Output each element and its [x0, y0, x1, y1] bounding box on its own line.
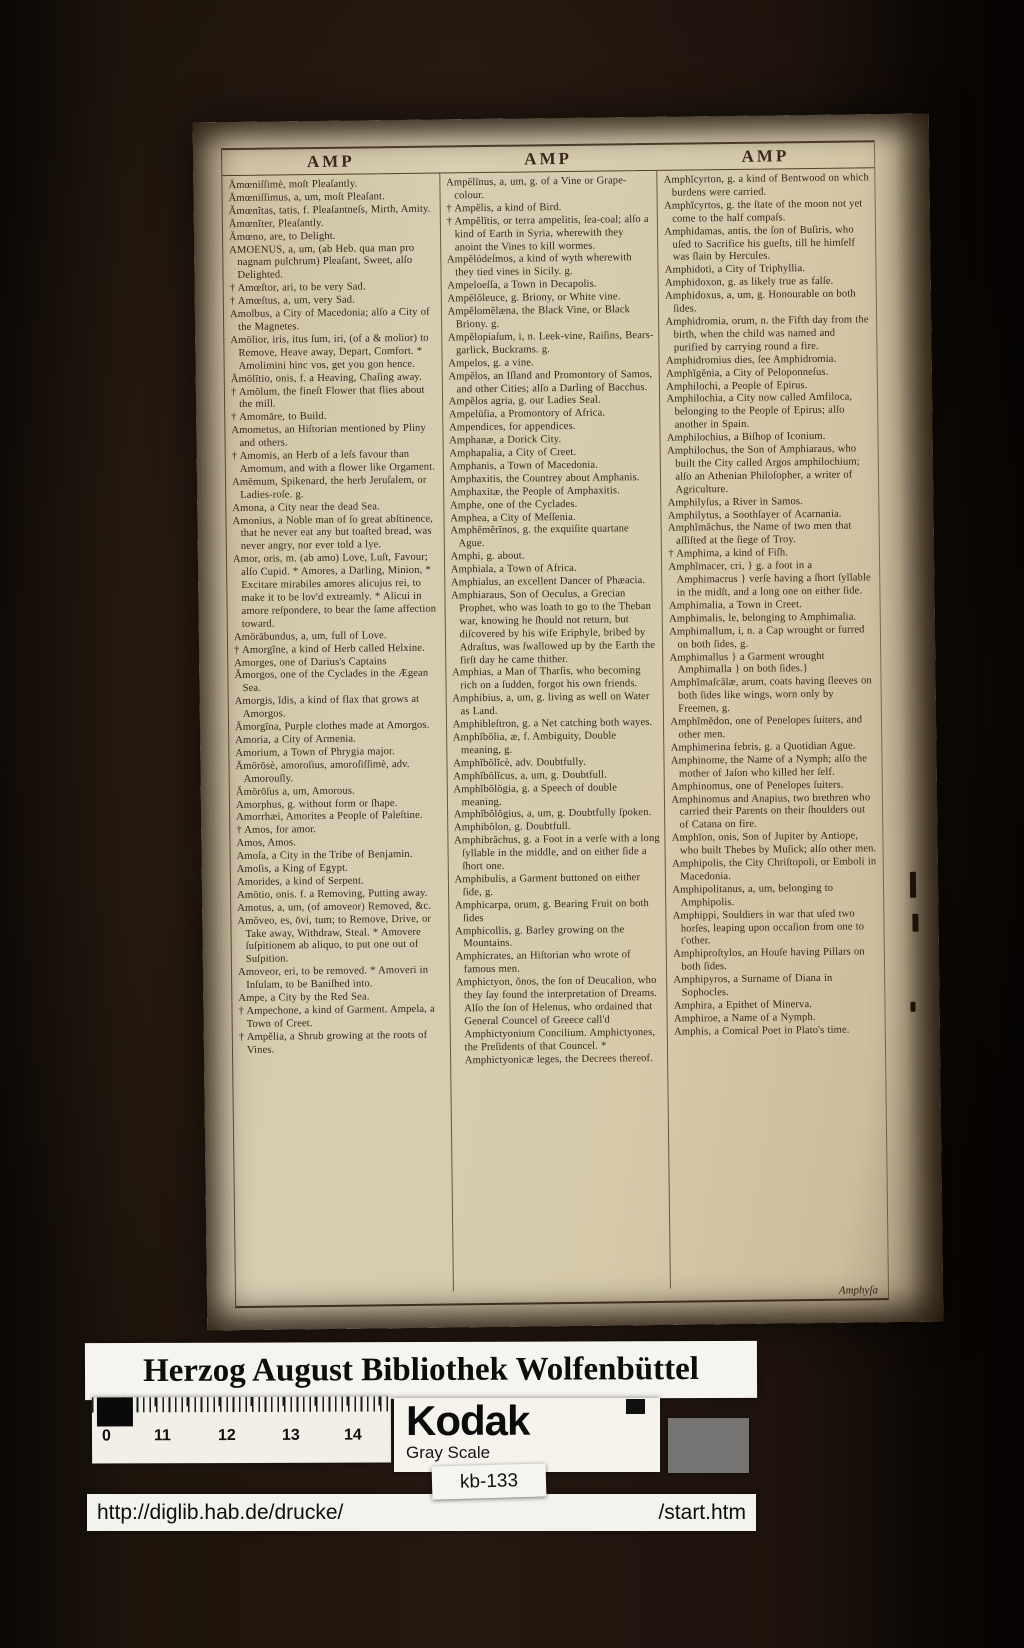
- url-left: http://diglib.hab.de/drucke/: [97, 1500, 344, 1524]
- dictionary-entry: Amphimerina febris, g. a Quotidian Ague.: [670, 740, 856, 754]
- dictionary-entry: Amphidoxus, a, um, g. Honourable on both ſides.: [665, 288, 856, 315]
- dictionary-entry: Amphialus, an excellent Dancer of Phæacia.: [450, 575, 646, 589]
- dictionary-entry: Ampĕlīnus, a, um, g. of a Vine or Grape-colour.: [446, 175, 627, 202]
- dictionary-entry: Amotus, a, um, (of amoveor) Removed, &c.: [237, 900, 432, 914]
- dictionary-entry: AMOENUS, a, um, (ab Heb. qua man pro nagnam pulchrum) Pleaſant, Sweet, alſo Delighted.: [229, 242, 415, 282]
- url-right: /start.htm: [658, 1500, 746, 1524]
- dictionary-entry: Āmœniſſimus, a, um, moſt Pleaſant.: [228, 191, 385, 205]
- ruler-major-ticks: [92, 1396, 391, 1406]
- dictionary-entry: Amphīon, onis, Son of Jupiter by Antiope, who built Thebes by Muſick; alſo other men.: [671, 830, 877, 857]
- dictionary-entry: † Amomis, an Herb of a leſs favour than Amomum, and with a flower like Orgament.: [231, 448, 436, 475]
- dictionary-entry: Amphidromius dies, ſee Amphidromia.: [665, 353, 837, 367]
- dictionary-entry: Ămœno, are, to Delight.: [228, 230, 336, 243]
- dictionary-entry: Amos, Amos.: [236, 837, 297, 850]
- dictionary-entry: Amorium, a Town of Phrygia major.: [235, 745, 395, 759]
- dictionary-entry: Ampĕlódeſmos, a kind of wyth wherewith they tied vines in Sicily. g.: [446, 252, 632, 279]
- dictionary-entry: Ămœnĭtas, tatis, f. Pleaſantneſs, Mirth, Amity.: [228, 203, 431, 217]
- dictionary-entry: Amphe, one of the Cyclades.: [449, 498, 578, 512]
- dictionary-entry: † Ampĕlia, a Shrub growing at the roots of Vines.: [238, 1029, 428, 1056]
- dictionary-entry: Amphilochus, the Son of Amphiaraus, who built the City called Argos amphilochium; alſo an Athenian Philoſopher, a writer of Agriculture.: [666, 443, 860, 496]
- dictionary-entry: Ampĕlos, an Iſland and Promontory of Samos, and other Cities; alſo a Darling of Bacchus.: [448, 368, 653, 395]
- dictionary-entry: Amphilochius, a Biſhop of Iconium.: [666, 430, 826, 444]
- dictionary-entry: Amorges, one of Darius's Captains: [234, 655, 387, 669]
- library-name-strip: [85, 1341, 757, 1400]
- dictionary-entry: Amphimalia, a Town in Creet.: [668, 599, 802, 612]
- dictionary-entry: Amphĭgĕnia, a City of Peloponneſus.: [666, 366, 829, 380]
- dictionary-entry: Amphĭbŏlĭcè, adv. Doubtfully.: [453, 756, 586, 770]
- dictionary-entry: † Amphima, a kind of Fiſh.: [668, 547, 789, 561]
- dictionary-entry: Ampĕlomĕlæna, the Black Vine, or Black Briony. g.: [447, 304, 631, 331]
- dictionary-entry: Ămōrōſus a, um, Amorous.: [235, 785, 355, 798]
- dictionary-entry: Āmœniſſimè, moſt Pleaſantly.: [228, 178, 358, 192]
- dictionary-entry: Amphaxitis, the Countrey about Amphanis.: [449, 471, 640, 486]
- measurement-ruler: [92, 1396, 391, 1463]
- dictionary-entry: Amphaxitæ, the People of Amphaxitis.: [449, 485, 620, 499]
- dictionary-entry: Amorgis, ĭdis, a kind of flax that grows at Amorgos.: [234, 694, 420, 721]
- dictionary-entry: Amphibulis, a Garment buttoned on either ſide, g.: [454, 872, 641, 899]
- dictionary-entry: Ămorgīna, Purple clothes made at Amorgos.: [234, 719, 430, 734]
- dictionary-entry: Amphilochi, a People of Epirus.: [666, 379, 808, 393]
- dictionary-entry: Amphĭbŏlŏgia, g. a Speech of double meaning.: [453, 782, 618, 808]
- dictionary-entry: Amphĭbŏlĭcus, a, um, g. Doubtfull.: [453, 769, 607, 783]
- dictionary-entry: Amphimallum, i, n. a Cap wrought or furred on both ſides, g.: [669, 624, 865, 651]
- dictionary-entry: Amphĭmĕdon, one of Penelopes ſuiters, and other men.: [670, 714, 863, 741]
- dictionary-entry: Āmōrōsè, amoroſius, amoroſiſſimè, adv. Amorouſly.: [235, 758, 410, 785]
- shelfmark-text: kb-133: [459, 1469, 519, 1493]
- dictionary-entry: Amŏveo, es, ōvi, tum; to Remove, Drive, or Take away, Withdraw, Steal. * Amovere ſuſpitionem ab aliquo, to put one out of Suſpition.: [237, 913, 432, 966]
- dictionary-entry: Amphias, a Man of Tharſis, who becoming rich on a ſudden, forgot his own friends.: [452, 665, 641, 692]
- dictionary-entry: Amōtio, onis. f. a Removing, Putting away.: [237, 887, 428, 901]
- dictionary-entry: Amoſa, a City in the Tribe of Benjamin.: [236, 849, 413, 863]
- dictionary-entry: Amorphus, g. without form or ſhape.: [235, 797, 398, 811]
- ink-mark: [912, 914, 918, 932]
- dictionary-entry: Amphidamas, antis, the ſon of Buſiris, who uſed to Sacrifice his gueſts, till he himſelf was ſlain by Hercules.: [664, 224, 856, 264]
- kodak-gray-scale-card: [394, 1398, 660, 1472]
- dictionary-entry: Amphis, a Comical Poet in Plato's time.: [674, 1024, 850, 1038]
- dictionary-entry: Amphira, a Epithet of Minerva.: [673, 999, 813, 1012]
- dictionary-entry: Ampelos, g. a vine.: [448, 357, 534, 370]
- dictionary-entry: Amphĭmaſcălæ, arum, coats having ſleeves on both ſides like wings, worn only by Freemen, g.: [669, 675, 872, 715]
- dictionary-entry: Amphinome, the Name of a Nymph; alſo the mother of Jaſon who killed her ſelf.: [670, 753, 868, 780]
- dictionary-entry: Amphiroe, a Name of a Nymph.: [673, 1011, 816, 1025]
- dictionary-entry: Amoveor, eri, to be removed. * Amoveri in Inſulam, to be Baniſhed into.: [237, 965, 429, 992]
- dictionary-entry: † Amœſtus, a, um, very Sad.: [229, 294, 355, 308]
- ink-mark: [910, 872, 916, 898]
- dictionary-entry: Amphiala, a Town of Africa.: [450, 563, 577, 576]
- dictionary-entry: Amona, a City near the dead Sea.: [232, 500, 380, 514]
- calibration-black-chip: [626, 1399, 645, 1414]
- dictionary-entry: Amōlior, iris, itus ſum, iri, (of a & molior) to Remove, Heave away, Depart, Comfort. * Amolimini hinc vos, get you gon hence.: [230, 332, 429, 372]
- dictionary-entry: Amphinomus, one of Penelopes ſuiters.: [671, 779, 844, 793]
- dictionary-entry: Amolbus, a City of Macedonia; alſo a City of the Magnetes.: [229, 306, 430, 333]
- dictionary-entry: Ampelūſia, a Promontory of Africa.: [448, 407, 606, 421]
- dictionary-entry: Amonius, a Noble man of ſo great abſtinence, that he never eat any but toaſted bread, was never angry, nor ever told a lye.: [232, 513, 434, 553]
- dictionary-entry: Amphĭmacer, cri, } g. a foot in a Amphimacrus } verſe having a ſhort ſyllable in the midſt, and a long one on either ſide.: [668, 560, 871, 599]
- dictionary-entry: Amphinomus and Anapius, two brethren who carried their Parents on their ſhoulders out of Catana on fire.: [671, 791, 871, 831]
- dictionary-entry: † Amomāre, to Build.: [231, 411, 327, 424]
- dictionary-entry: Āmōlītio, onis, f. a Heaving, Chaſing away.: [230, 371, 422, 385]
- dictionary-entry: Amphilytus, a Soothſayer of Acarnania.: [667, 508, 842, 522]
- dictionary-entry: Amphicarpa, orum, g. Bearing Fruit on both ſides: [454, 897, 649, 924]
- dictionary-entry: Ampendices, for appendices.: [449, 421, 576, 434]
- dictionary-column-3: [657, 168, 888, 1289]
- dictionary-entry: Amphanæ, a Dorick City.: [449, 434, 562, 447]
- dictionary-entry: Ampĕlopiaſum, i, n. Leek-vine, Raiſins, Bears-garlick, Buckrams. g.: [447, 329, 654, 357]
- shelfmark-label: [432, 1463, 547, 1499]
- dictionary-entry: Amoſis, a King of Egypt.: [236, 862, 348, 876]
- dictionary-entry: Amphibius, a, um, g. living as well on Water as Land.: [452, 691, 650, 718]
- dictionary-entry: Amphibleſtron, g. a Net catching both wayes.: [452, 717, 653, 731]
- ink-mark: [910, 1002, 915, 1012]
- running-head: AMP: [306, 151, 355, 172]
- dictionary-entry: † Amos, for amor.: [236, 824, 317, 837]
- running-head: AMP: [741, 146, 790, 166]
- dictionary-entry: Ampe, a City by the Red Sea.: [238, 991, 370, 1005]
- dictionary-entry: Amphiaraus, Son of Oeculus, a Grecian Prophet, who was loath to go to the Theban war, knowing he ſhould not return, but diſcovered by his wife Eriphyle, bribed by Adraſtus, was ſwallowed up by the Earth the firſt day he came thither.: [451, 588, 656, 666]
- dictionary-entry: Amoria, a City of Armenia.: [235, 733, 356, 747]
- dictionary-entry: Amphipolis, the City Chriſtopoli, or Emboli in Macedonia.: [672, 856, 877, 883]
- dictionary-entry: † Amorgĭne, a kind of Herb called Helxine.: [234, 642, 425, 656]
- dictionary-entry: Amorides, a kind of Serpent.: [236, 875, 364, 888]
- dictionary-entry: Amphapalia, a City of Creet.: [449, 446, 577, 460]
- dictionary-entry: Amor, oris, m. (ab amo) Love, Luſt, Favour; alſo Cupid. * Amores, a Darling, Minion, * Excitare mirabiles amores alicujus rei, to make it to be lov'd extreamly. * Alicui in amore reſpondere, to bear the ſame affection toward.: [232, 551, 437, 630]
- dictionary-entry: Amometus, an Hiſtorian mentioned by Pliny and others.: [231, 422, 426, 450]
- dictionary-entry: Amphĭbŏlia, æ, f. Ambiguity, Double meaning, g.: [452, 730, 617, 757]
- dictionary-entry: Amphipolitanus, a, um, belonging to Amphipolis.: [672, 882, 834, 909]
- text-block: [221, 140, 889, 1308]
- gray-scale-label: Gray Scale: [406, 1443, 491, 1462]
- library-name: Herzog August Bibliothek Wolfenbüttel: [142, 1351, 699, 1389]
- dictionary-entry: † Amœſtor, ari, to be very Sad.: [229, 281, 366, 295]
- dictionary-entry: Amphanis, a Town of Macedonia.: [449, 459, 599, 473]
- url-strip: [87, 1494, 756, 1531]
- catchword: Amphyſa: [838, 1284, 879, 1297]
- dictionary-entry: Amphimallus } a Garment wrought Amphimalla } on both ſides.}: [669, 650, 825, 677]
- dictionary-entry: Ampeloeſſa, a Town in Decapolis.: [447, 278, 597, 292]
- dictionary-entry: Ampĕlŏleuce, g. Briony, or White vine.: [447, 291, 621, 305]
- dictionary-entry: Amphilochia, a City now called Amfiloca, belonging to the People of Epirus; alſo another in Spain.: [666, 391, 853, 431]
- ruler-number: 11: [153, 1427, 171, 1445]
- dictionary-entry: Amphidromia, orum, n. the Fifth day from the birth, when the child was named and purified by carrying round a fire.: [665, 314, 869, 354]
- dictionary-entry: † Ampĕlītis, or terra ampelitis, ſea-coal; alſo a kind of Earth in Syria, wherewith they anoint the Vines to kill wormes.: [446, 213, 649, 253]
- scanned-page: [193, 114, 944, 1331]
- dictionary-entry: Amphĭmăchus, the Name of two men that aſſiſted at the ſiege of Troy.: [667, 520, 852, 548]
- ruler-number: 14: [343, 1426, 362, 1444]
- dictionary-entry: Amphidoti, a City of Triphyllia.: [664, 263, 806, 277]
- dictionary-entry: Ămorgos, one of the Cyclades in the Ægean Sea.: [234, 668, 429, 695]
- dictionary-entry: † Ampechone, a kind of Garment. Ampela, a Town of Creet.: [238, 1003, 435, 1030]
- dictionary-entry: Amphĭbŏlŏgius, a, um, g. Doubtfully ſpoken.: [453, 807, 652, 821]
- ruler-black-patch: [97, 1397, 133, 1426]
- dictionary-entry: Amphilyſus, a River in Samos.: [667, 495, 803, 509]
- dictionary-entry: Amphicollis, g. Barley growing on the Mountains.: [455, 923, 625, 950]
- dictionary-entry: Amphĭcyrtos, g. the ſtate of the moon not yet come to the half compaſs.: [663, 198, 863, 225]
- ruler-number: 0: [101, 1427, 111, 1445]
- running-head: AMP: [524, 148, 573, 169]
- dictionary-entry: Amphidoxon, g. as likely true as falſe.: [664, 275, 834, 290]
- dictionary-column-2: [439, 171, 670, 1292]
- dictionary-entry: † Amōlum, the fineſt Flower that flies about the mill.: [230, 384, 425, 411]
- calibration-gray-chip: [668, 1418, 749, 1473]
- dictionary-entry: Amphibrăchus, g. a Foot in a verſe with a long ſyllable in the middle, and on either ſide a ſhort one.: [454, 833, 660, 873]
- dictionary-entry: Amorrhæi, Amorites a People of Paleſtine.: [236, 810, 423, 824]
- ruler-number: 13: [281, 1426, 300, 1444]
- dictionary-entry: Amōrābundus, a, um, full of Love.: [233, 629, 387, 643]
- dictionary-entry: Amphea, a City of Meſſenia.: [450, 511, 576, 524]
- dictionary-entry: Amphippi, Souldiers in war that uſed two horſes, leaping upon occaſion from one to t'other.: [672, 908, 865, 948]
- dictionary-entry: Ampĕlos agria, g. our Ladies Seal.: [448, 394, 601, 408]
- dictionary-entry: Amphibŏlon, g. Doubtfull.: [453, 821, 571, 834]
- column-row: [222, 168, 888, 1297]
- dictionary-entry: Amphĕmĕrīnos, g. the exquiſite quartane Ague.: [450, 523, 629, 550]
- dictionary-entry: Āmœnĭter, Pleaſantly.: [228, 217, 324, 230]
- dictionary-entry: Amphicrates, an Hiſtorian who wrote of famous men.: [455, 949, 631, 976]
- dictionary-entry: † Ampĕlis, a kind of Bird.: [446, 201, 562, 215]
- dictionary-entry: Amphimalis, le, belonging to Amphimalia.: [669, 611, 857, 625]
- dictionary-entry: Amphĭcyrton, g. a kind of Bentwood on which burdens were carried.: [663, 172, 869, 199]
- kodak-wordmark: Kodak: [406, 1397, 530, 1444]
- ruler-number: 12: [217, 1427, 236, 1445]
- dictionary-entry: Amēmum, Spikenard, the herb Jeruſalem, or Ladies-roſe. g.: [231, 474, 427, 501]
- dictionary-entry: Amphipyros, a Surname of Diana in Sophocles.: [673, 972, 833, 999]
- dictionary-entry: Amphi, g. about.: [450, 550, 525, 563]
- dictionary-entry: Amphiproſtylos, an Houſe having Pillars on both ſides.: [673, 946, 865, 973]
- dictionary-entry: Amphictyon, ŏnos, the ſon of Deucalion, who they ſay found the interpretation of Dreams. Alſo the ſon of Helenus, who ordained that General Councel of Greece call'd Amphictyonium Concilium. Amphictyones, the Preſidents of that Councel. * Amphictyonicæ leges, the Decrees thereof.: [455, 975, 658, 1066]
- dictionary-column-1: [222, 174, 452, 1295]
